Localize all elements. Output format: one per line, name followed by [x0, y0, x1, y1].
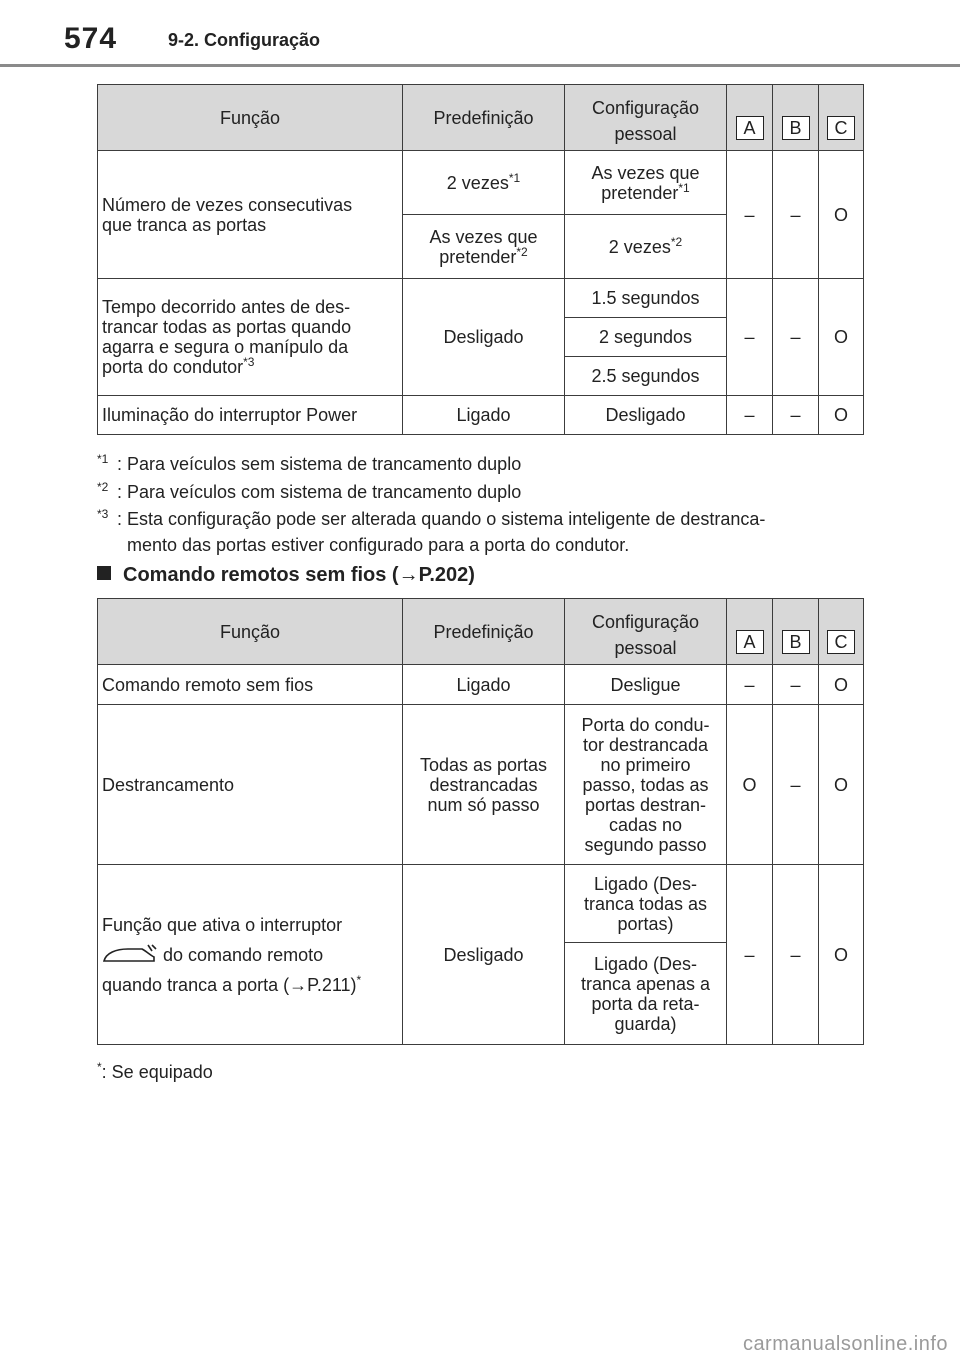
badge-a: A: [736, 116, 764, 140]
arrow-icon: →: [398, 564, 419, 586]
default-line: Todas as portas: [419, 754, 548, 775]
row-default: Ligado: [403, 396, 565, 435]
footnote-text: : Se equipado: [101, 1062, 213, 1082]
table-footnote: [97, 1062, 213, 1083]
row-setting: [565, 705, 727, 865]
setting-line: As vezes que: [591, 162, 700, 183]
setting-line: passo, todas as: [582, 774, 709, 795]
footnote-mark: *: [97, 1060, 102, 1074]
footnote-text: : Para veículos com sistema de trancamento duplo: [117, 482, 522, 502]
footnote-mark: *1: [97, 452, 109, 466]
func-line: trancar todas as portas quando: [102, 317, 352, 337]
table-row: [98, 151, 864, 215]
badge-b: B: [782, 116, 810, 140]
default-value: 2 vezes: [446, 172, 509, 193]
col-c-value: O: [819, 665, 864, 705]
row-setting: 2 segundos: [565, 318, 727, 357]
col-c-value: O: [819, 151, 864, 279]
row-setting: [565, 943, 727, 1045]
header-a: [727, 85, 773, 151]
func-line: agarra e segura o manípulo da: [102, 337, 349, 357]
header-divider: [0, 64, 960, 67]
row-function: Comando remoto sem fios: [98, 665, 403, 705]
footnote-ref: *3: [243, 355, 255, 369]
func-line: Número de vezes consecutivas: [102, 194, 353, 215]
watermark: carmanualsonline.info: [742, 1333, 948, 1355]
setting-line: Ligado (Des-: [593, 953, 698, 974]
col-a-value: –: [727, 279, 773, 396]
row-default: Ligado: [403, 665, 565, 705]
func-line: quando tranca a porta (: [102, 974, 290, 995]
col-b-value: –: [773, 151, 819, 279]
setting-line: Ligado (Des-: [593, 873, 698, 894]
footnote-ref: *1: [678, 180, 690, 195]
col-b-value: –: [773, 865, 819, 1045]
header-a: [727, 599, 773, 665]
footnotes: [97, 450, 867, 558]
col-a-value: –: [727, 396, 773, 435]
col-a-value: –: [727, 665, 773, 705]
subsection-heading: [97, 564, 475, 587]
row-default: [403, 215, 565, 279]
table-header-row: [98, 85, 864, 151]
func-line: Função que ativa o interruptor: [102, 914, 343, 935]
header-predefinicao: Predefinição: [403, 85, 565, 151]
setting-line: porta da reta-: [591, 993, 700, 1014]
row-function: [98, 865, 403, 1045]
header-configuracao: [565, 85, 727, 151]
square-bullet-icon: [97, 566, 111, 580]
default-line: destrancadas: [429, 774, 538, 795]
footnote-ref: *2: [670, 234, 683, 249]
header-config-line1: Configuração: [591, 97, 700, 118]
row-setting: Desligue: [565, 665, 727, 705]
setting-line: no primeiro: [600, 754, 691, 775]
row-function: [98, 151, 403, 279]
setting-line: tranca todas as: [583, 893, 708, 914]
header-predefinicao: Predefinição: [403, 599, 565, 665]
section-title: 9-2. Configuração: [168, 30, 321, 50]
header-config-line1: Configuração: [591, 611, 700, 632]
footnote-text-continued: mento das portas estiver configurado para a porta do condutor.: [127, 535, 630, 555]
setting-value: 2 vezes: [608, 236, 671, 257]
heading-text: Comando remotos sem fios (: [123, 564, 399, 586]
badge-c: C: [827, 116, 855, 140]
header-config-line2: pessoal: [614, 637, 677, 658]
footnote-text: : Esta configuração pode ser alterada quando o sistema inteligente de destranca-: [117, 509, 766, 529]
setting-line: Porta do condu-: [581, 714, 710, 735]
car-lock-icon: [102, 943, 158, 965]
header-configuracao: [565, 599, 727, 665]
footnote-3: [97, 506, 867, 558]
setting-line: guarda): [614, 1013, 677, 1034]
col-c-value: O: [819, 396, 864, 435]
row-function: Iluminação do interruptor Power: [98, 396, 403, 435]
header-funcao: Função: [98, 599, 403, 665]
func-line: Tempo decorrido antes de des-: [102, 297, 351, 317]
header-b: [773, 85, 819, 151]
footnote-mark: *3: [97, 507, 109, 521]
row-default: [403, 705, 565, 865]
header-config-line2: pessoal: [614, 123, 677, 144]
col-c-value: O: [819, 279, 864, 396]
badge-c: C: [827, 630, 855, 654]
arrow-icon: →: [289, 974, 308, 995]
footnote-mark: *2: [97, 480, 109, 494]
table-row: [98, 665, 864, 705]
row-default: [403, 151, 565, 215]
row-setting: [565, 865, 727, 943]
badge-a: A: [736, 630, 764, 654]
page-number: 574: [64, 22, 118, 55]
footnote-ref: *: [356, 972, 362, 987]
default-line: As vezes que: [429, 226, 538, 247]
func-line: do comando remoto: [158, 944, 324, 965]
page-reference-link[interactable]: P.202): [418, 564, 475, 586]
settings-table-1: [97, 84, 864, 435]
footnote-text: : Para veículos sem sistema de trancamento duplo: [117, 454, 522, 474]
default-line: num só passo: [427, 794, 540, 815]
footnote-2: [97, 478, 867, 506]
table-row: [98, 396, 864, 435]
setting-line: tranca apenas a: [580, 973, 711, 994]
row-setting: [565, 151, 727, 215]
setting-line: portas destran-: [584, 794, 707, 815]
header-c: [819, 85, 864, 151]
header-c: [819, 599, 864, 665]
badge-b: B: [782, 630, 810, 654]
func-line: que tranca as portas: [102, 214, 267, 235]
col-b-value: –: [773, 705, 819, 865]
header-b: [773, 599, 819, 665]
setting-line: tor destrancada: [582, 734, 709, 755]
col-c-value: O: [819, 705, 864, 865]
col-a-value: O: [727, 705, 773, 865]
col-c-value: O: [819, 865, 864, 1045]
table-row: [98, 705, 864, 865]
default-line: pretender: [439, 246, 517, 267]
row-setting: Desligado: [565, 396, 727, 435]
row-setting: 1.5 segundos: [565, 279, 727, 318]
footnote-1: [97, 450, 867, 478]
col-a-value: –: [727, 151, 773, 279]
row-default: Desligado: [403, 865, 565, 1045]
footnote-ref: *2: [516, 244, 528, 259]
settings-table-2: [97, 598, 864, 1045]
table-header-row: [98, 599, 864, 665]
row-default: Desligado: [403, 279, 565, 396]
row-function: [98, 279, 403, 396]
row-setting: [565, 215, 727, 279]
row-function: Destrancamento: [98, 705, 403, 865]
col-b-value: –: [773, 665, 819, 705]
col-b-value: –: [773, 279, 819, 396]
table-row: [98, 865, 864, 943]
setting-line: pretender: [601, 182, 679, 203]
setting-line: segundo passo: [584, 834, 707, 855]
setting-line: portas): [617, 913, 674, 934]
table-row: [98, 279, 864, 318]
page-reference-link[interactable]: P.211): [307, 974, 357, 995]
setting-line: cadas no: [608, 814, 683, 835]
col-b-value: –: [773, 396, 819, 435]
col-a-value: –: [727, 865, 773, 1045]
row-setting: 2.5 segundos: [565, 357, 727, 396]
header-funcao: Função: [98, 85, 403, 151]
footnote-ref: *1: [508, 170, 521, 185]
func-line: porta do condutor: [102, 357, 244, 377]
